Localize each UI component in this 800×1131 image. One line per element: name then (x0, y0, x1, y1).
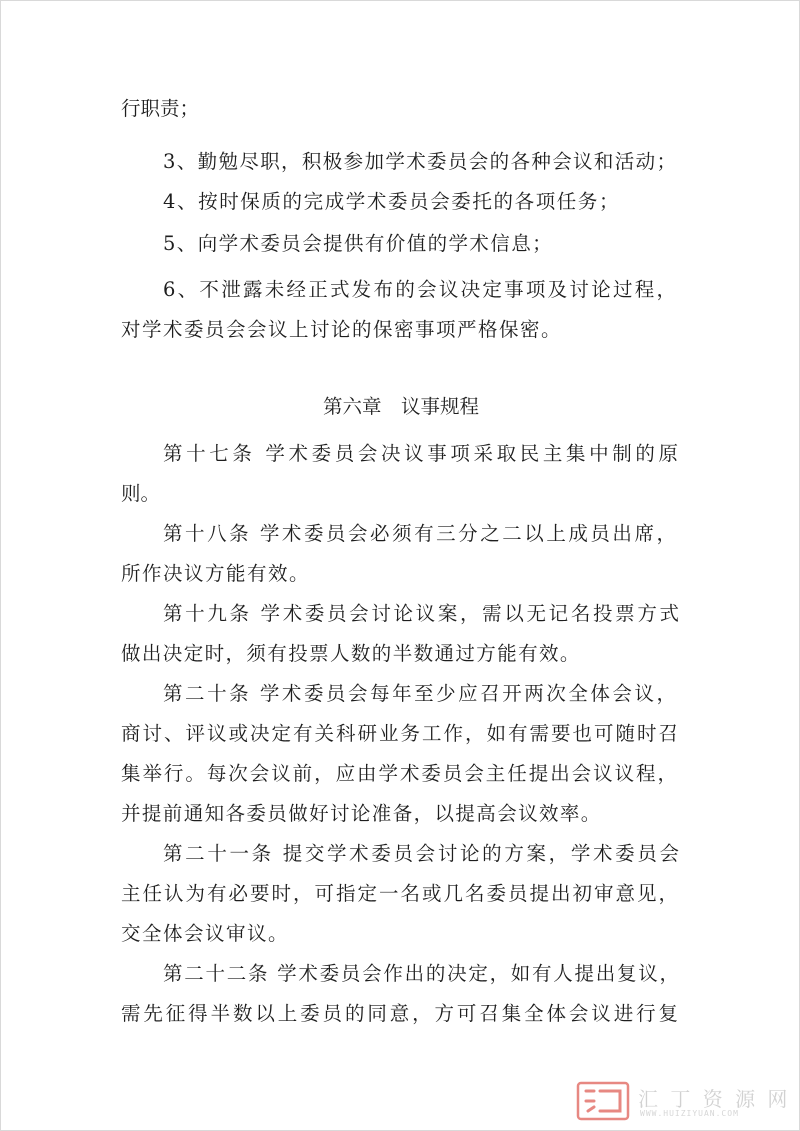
article-20: 第二十条 学术委员会每年至少应召开两次全体会议， (163, 682, 676, 705)
article-17: 第十七条 学术委员会决议事项采取民主集中制的原 (163, 442, 678, 465)
text-line: 商讨、评议或决定有关科研业务工作，如有需要也可随时召 (121, 722, 678, 745)
text-line: 需先征得半数以上委员的同意，方可召集全体会议进行复 (121, 1002, 678, 1025)
chapter-heading: 第六章 议事规程 (322, 395, 479, 418)
watermark-subtext: WWW.HUIZIYUAN.COM (640, 1109, 739, 1118)
text-line: 集举行。每次会议前，应由学术委员会主任提出会议议程， (121, 762, 677, 785)
text-line: 对学术委员会会议上讨论的保密事项严格保密。 (121, 318, 563, 341)
watermark-text: 汇 丁 资 源 网 (638, 1087, 791, 1111)
watermark-logo-icon (576, 1079, 630, 1123)
list-item-4: 4、按时保质的完成学术委员会委托的各项任务； (163, 190, 621, 213)
article-18: 第十八条 学术委员会必须有三分之二以上成员出席， (163, 522, 676, 545)
text-line: 做出决定时，须有投票人数的半数通过方能有效。 (121, 642, 581, 665)
article-19: 第十九条 学术委员会讨论议案，需以无记名投票方式 (163, 602, 679, 625)
site-watermark (576, 1079, 796, 1125)
text-line: 行职责； (121, 97, 200, 120)
list-item-6: 6、不泄露未经正式发布的会议决定事项及讨论过程， (163, 278, 676, 301)
text-line: 则。 (121, 482, 161, 505)
article-21: 第二十一条 提交学术委员会讨论的方案，学术委员会 (163, 842, 679, 865)
article-22: 第二十二条 学术委员会作出的决定，如有人提出复议， (163, 962, 679, 985)
list-item-3: 3、勤勉尽职，积极参加学术委员会的各种会议和活动； (163, 150, 676, 173)
text-line: 并提前通知各委员做好讨论准备，以提高会议效率。 (121, 802, 602, 825)
text-line: 所作决议方能有效。 (121, 562, 311, 585)
text-line: 主任认为有必要时，可指定一名或几名委员提出初审意见， (121, 882, 678, 905)
text-line: 交全体会议审议。 (121, 922, 290, 945)
list-item-5: 5、向学术委员会提供有价值的学术信息； (163, 232, 554, 255)
